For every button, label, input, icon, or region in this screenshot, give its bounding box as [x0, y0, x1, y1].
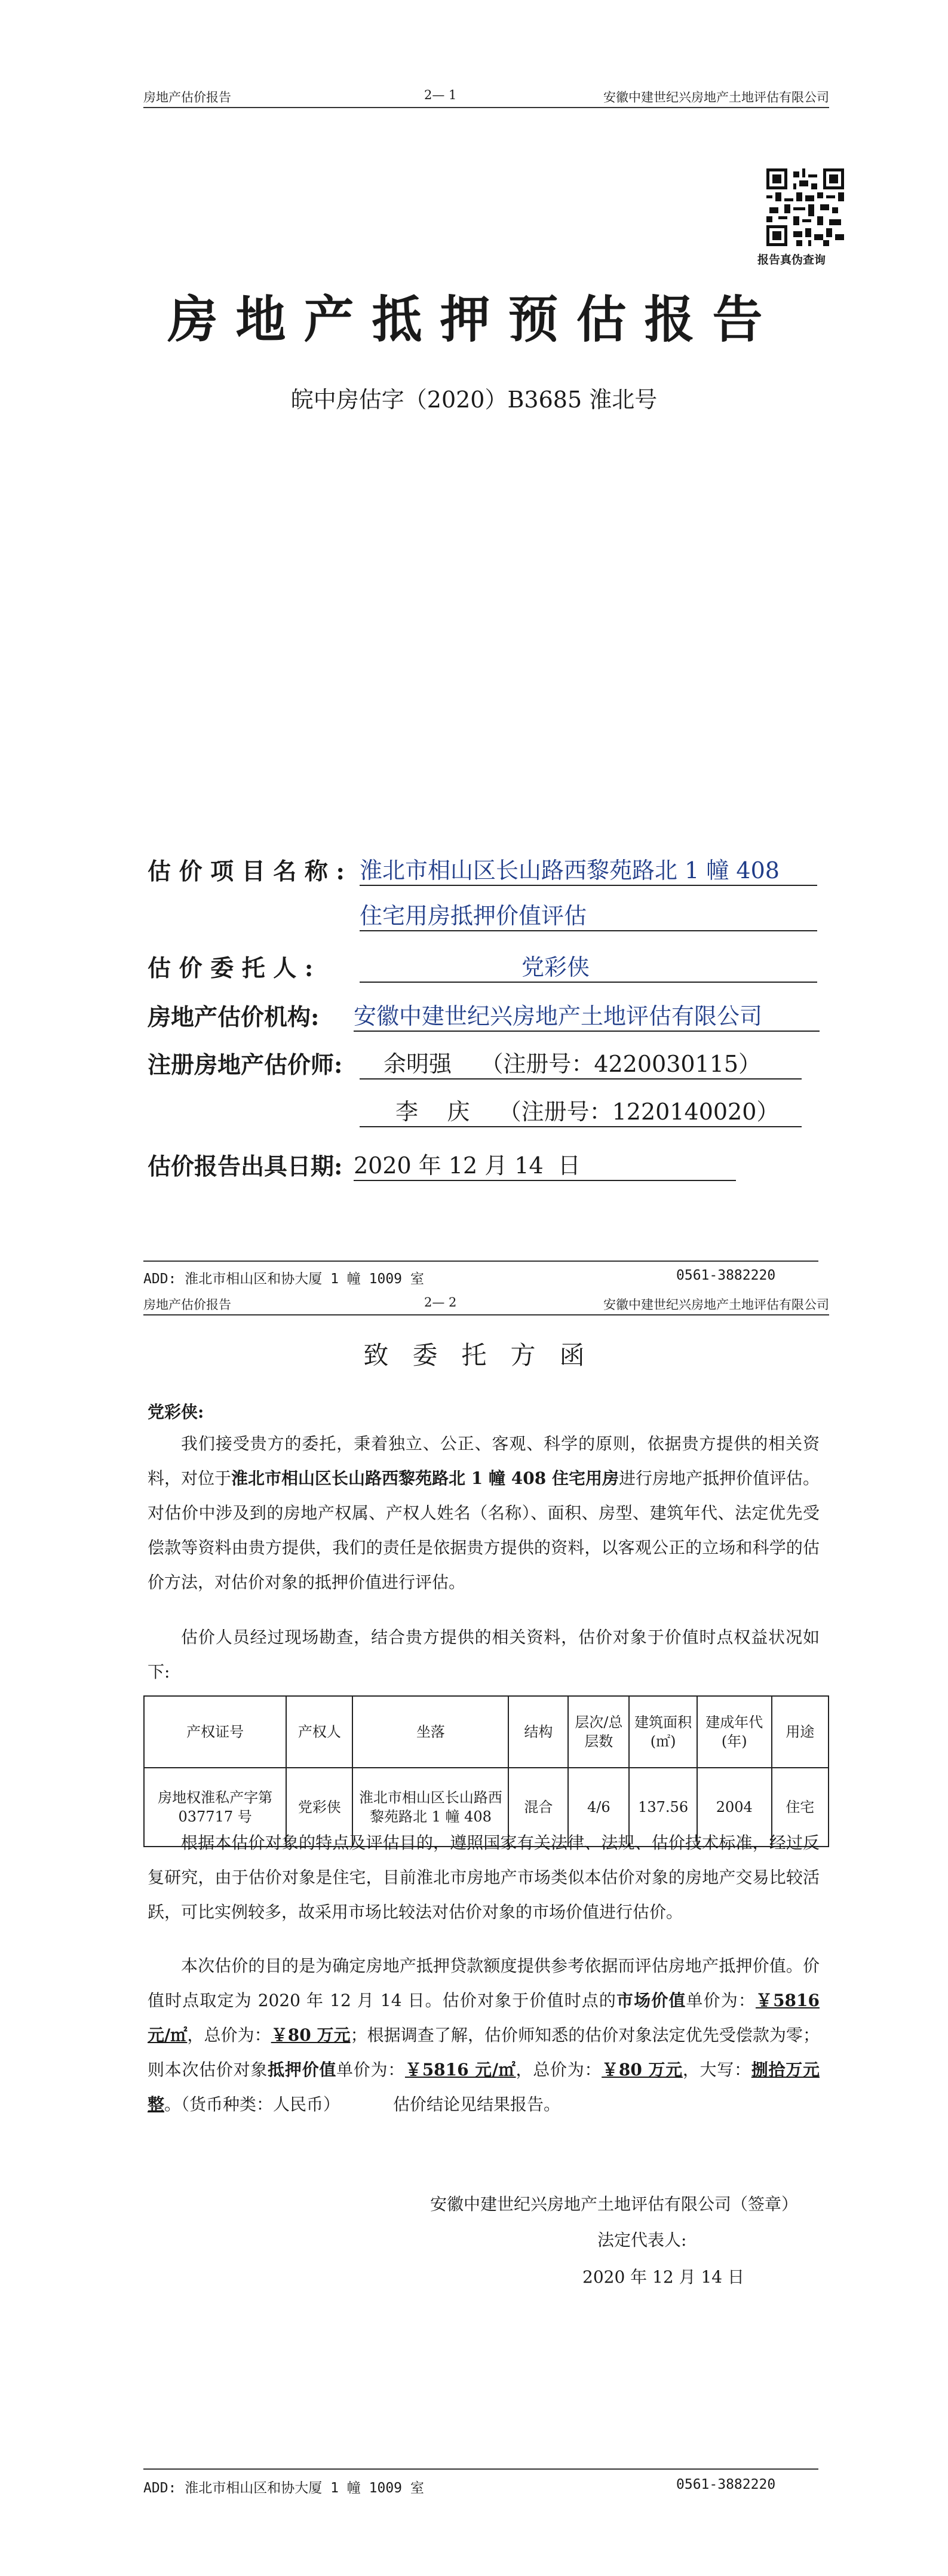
report-title: 房地产抵押预估报告 [167, 290, 781, 349]
paragraph-2: 估价人员经过现场勘查，结合贵方提供的相关资料，估价对象于价值时点权益状况如下: [148, 1627, 820, 1682]
table-header-row [144, 1696, 829, 1768]
page2-footer-rule [143, 2468, 818, 2470]
paragraph-3: 根据本估价对象的特点及评估目的，遵照国家有关法律、法规、估价技术标准，经过反复研究，由于估价对象是住宅，目前淮北市房地产市场类似本估价对象的房地产交易比较活跃，可比实例较多，故采用市场比较法对估价对象的市场价值进行估价。 [148, 1833, 820, 1922]
td-area: 137.56 [629, 1768, 697, 1847]
appraiser-1: 余明强 （注册号：4220030115） [360, 1045, 802, 1080]
qr-code-icon[interactable] [766, 168, 844, 246]
page1-footer-phone: 0561-3882220 [676, 1268, 776, 1283]
project-name-label: 估 价 项 目 名 称 : [148, 858, 345, 885]
client-value: 党彩侠 [360, 949, 817, 983]
page2-header [143, 1295, 829, 1315]
p4-mortgage-value: 抵押价值 [268, 2060, 337, 2080]
p4-text-d: ；根据调查了解，估价师知悉的估价对象法定优先受偿款为零；则本次估价对象 [148, 2025, 820, 2080]
p4-text-c: ，总价为： [187, 2025, 271, 2045]
p4-total-1: ￥80 万元 [271, 2025, 351, 2045]
letter-title: 致 委 托 方 函 [363, 1341, 585, 1370]
header-page-number: 2— 1 [424, 88, 457, 102]
appraiser-label: 注册房地产估价师: [148, 1051, 343, 1079]
td-location: 淮北市相山区长山路西黎苑路北 1 幢 408 [352, 1768, 508, 1847]
page1-header [143, 88, 829, 108]
page2-footer-address: ADD: 淮北市相山区和协大厦 1 幢 1009 室 [143, 2480, 424, 2496]
td-cert: 房地权淮私产字第 037717 号 [144, 1768, 286, 1847]
page1-footer-rule [143, 1261, 818, 1262]
property-info-table [143, 1695, 829, 1847]
signature-representative: 法定代表人: [597, 2230, 687, 2250]
p4-text-a: 本次估价的目的是为确定房地产抵押贷款额度提供参考依据而评估房地产抵押价值。价值时点取定为 2020 年 12 月 14 日。估价对象于价值时点的 [148, 1956, 820, 2010]
paragraph-1 [148, 1427, 820, 1600]
th-structure: 结构 [508, 1696, 568, 1768]
p4-total-2: ￥80 万元 [602, 2060, 683, 2080]
header-right: 安徽中建世纪兴房地产土地评估有限公司 [603, 90, 829, 105]
signature-date: 2020 年 12 月 14 日 [582, 2267, 745, 2287]
th-floor: 层次/总层数 [568, 1696, 629, 1768]
th-year: 建成年代(年) [697, 1696, 772, 1768]
issue-date-label: 估价报告出具日期: [148, 1153, 343, 1180]
p4-market-value: 市场价值 [616, 1991, 686, 2010]
agency-value: 安徽中建世纪兴房地产土地评估有限公司 [354, 998, 820, 1032]
page2-footer-phone: 0561-3882220 [676, 2477, 776, 2492]
p4-text-b: 单价为： [686, 1991, 756, 2010]
th-area: 建筑面积(㎡) [629, 1696, 697, 1768]
report-number: 皖中房估字（2020）B3685 淮北号 [290, 387, 658, 413]
th-owner: 产权人 [286, 1696, 352, 1768]
p4-amount-in-words: 捌拾万元整 [148, 2060, 820, 2114]
th-location: 坐落 [352, 1696, 508, 1768]
p4-text-e: 单价为： [336, 2060, 405, 2080]
salutation: 党彩侠: [148, 1402, 204, 1422]
td-floor: 4/6 [568, 1768, 629, 1847]
header-page-number: 2— 2 [424, 1295, 457, 1310]
project-name-value-line2: 住宅用房抵押价值评估 [360, 897, 817, 931]
signature-company: 安徽中建世纪兴房地产土地评估有限公司（签章） [430, 2194, 799, 2214]
p4-unit-price-1: ￥5816 元/㎡ [148, 1991, 820, 2045]
th-usage: 用途 [772, 1696, 829, 1768]
project-name-value-line1: 淮北市相山区长山路西黎苑路北 1 幢 408 [360, 852, 817, 886]
p4-text-f: ，总价为： [516, 2060, 602, 2080]
appraiser-2: 李 庆 （注册号：1220140020） [360, 1093, 802, 1127]
issue-date-value: 2020 年 12 月 14 日 [354, 1147, 736, 1181]
td-usage: 住宅 [772, 1768, 829, 1847]
p4-text-h: 。（货币种类：人民币） 估价结论见结果报告。 [164, 2094, 561, 2114]
th-cert: 产权证号 [144, 1696, 286, 1768]
p4-text-g: ，大写： [682, 2060, 751, 2080]
header-left: 房地产估价报告 [143, 90, 231, 105]
agency-label: 房地产估价机构: [148, 1004, 320, 1031]
p4-unit-price-2: ￥5816 元/㎡ [404, 2060, 516, 2080]
client-label: 估 价 委 托 人 : [148, 955, 314, 982]
p1-text-c: 进行房地产抵押价值评估。对估价中涉及到的房地产权属、产权人姓名（名称）、面积、房型、建筑年代、法定优先受偿款等资料由贵方提供，我们的责任是依据贵方提供的资料，以客观公正的立场和科学的估价方法，对估价对象的抵押价值进行评估。 [148, 1468, 820, 1592]
qr-caption: 报告真伪查询 [757, 253, 826, 266]
header-left: 房地产估价报告 [143, 1298, 231, 1312]
td-year: 2004 [697, 1768, 772, 1847]
p1-text-a: 我们接受贵方的委托，秉着独立、公正、客观、科学的原则，依据贵方提供的相关资料，对位于 [148, 1434, 820, 1488]
td-owner: 党彩侠 [286, 1768, 352, 1847]
td-structure: 混合 [508, 1768, 568, 1847]
paragraph-4 [148, 1949, 820, 2122]
p1-property: 淮北市相山区长山路西黎苑路北 1 幢 408 住宅用房 [231, 1468, 619, 1488]
header-right: 安徽中建世纪兴房地产土地评估有限公司 [603, 1298, 829, 1312]
page1-footer-address: ADD: 淮北市相山区和协大厦 1 幢 1009 室 [143, 1271, 424, 1287]
